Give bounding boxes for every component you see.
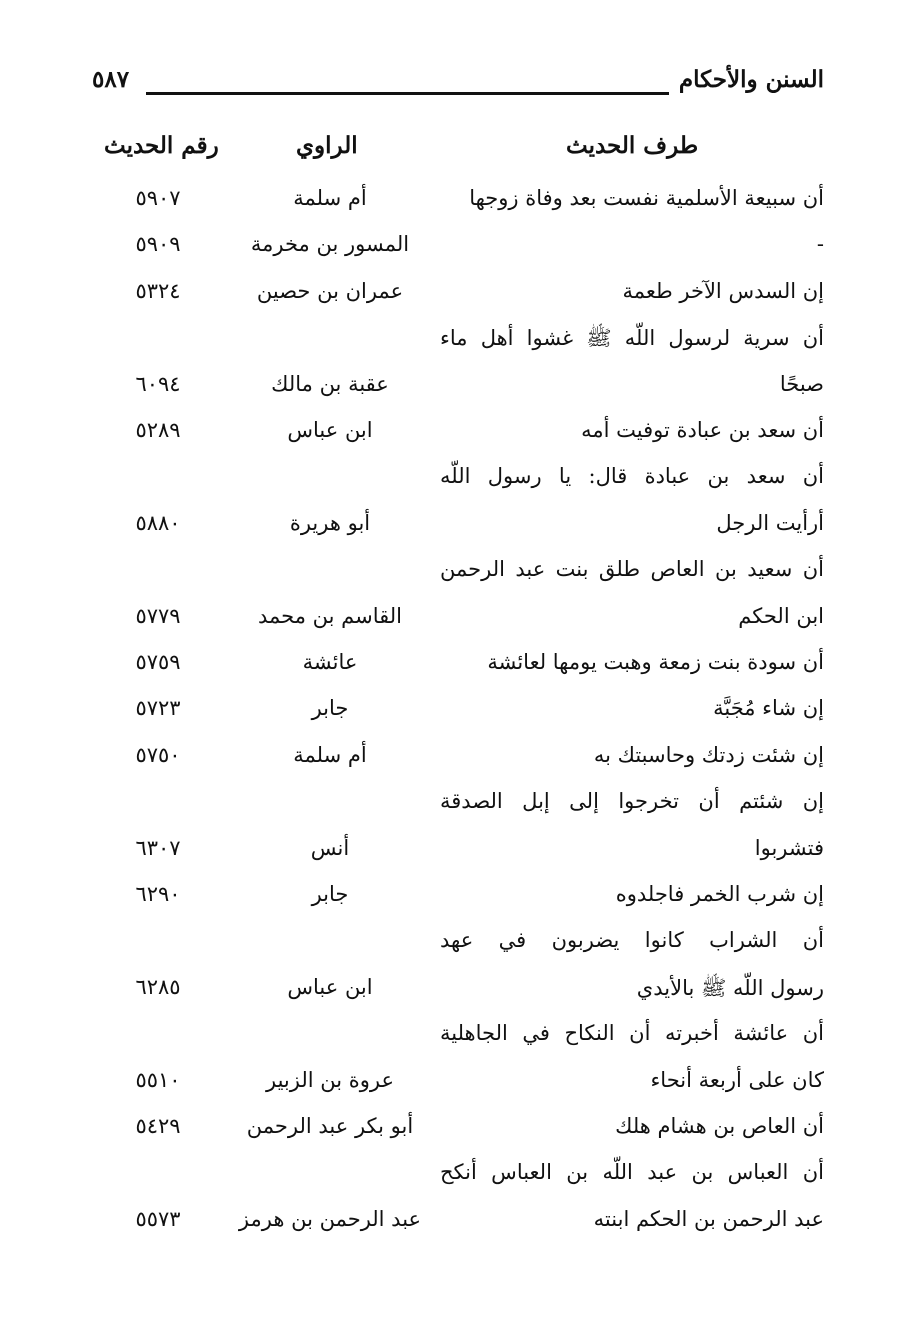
- hadith-text-line: إن شئت زدتك وحاسبتك به: [593, 742, 824, 767]
- hadith-text-line: أن العباس بن عبد اللّه بن العباس أنكح: [440, 1160, 824, 1185]
- narrator-cell: جابر: [311, 882, 349, 906]
- hadith-text-line: صبحًا: [779, 371, 824, 396]
- hadith-number-cell: ٦٣٠٧: [135, 835, 181, 860]
- hadith-number-cell: ٥٧٥٩: [135, 650, 181, 674]
- narrator-cell: عائشة: [302, 650, 358, 674]
- narrator-cell: عمران بن حصين: [256, 278, 404, 303]
- hadith-text-line: أرأيت الرجل: [716, 510, 824, 535]
- hadith-text-line: فتشربوا: [754, 835, 824, 860]
- hadith-text-line: رسول اللّه ﷺ بالأيدي: [636, 975, 824, 1000]
- hadith-number-cell: ٥٥١٠: [135, 1067, 181, 1092]
- hadith-text-line: أن سعد بن عبادة قال: يا رسول اللّه: [440, 464, 824, 489]
- hadith-number-cell: ٥٥٧٣: [135, 1206, 181, 1231]
- hadith-number-cell: ٥٢٨٩: [135, 418, 181, 442]
- hadith-number-cell: ٥٩٠٧: [135, 186, 181, 210]
- hadith-text-line: أن الشراب كانوا يضربون في عهد: [440, 928, 824, 953]
- hadith-number-cell: ٥٩٠٩: [135, 232, 181, 257]
- hadith-text-line: أن سبيعة الأسلمية نفست بعد وفاة زوجها: [469, 186, 824, 210]
- hadith-text-line: ابن الحكم: [738, 603, 824, 628]
- hadith-text-line: إن شئتم أن تخرجوا إلى إبل الصدقة: [440, 789, 824, 814]
- narrator-cell: أنس: [310, 835, 350, 860]
- hadith-text-line: أن عائشة أخبرته أن النكاح في الجاهلية: [440, 1021, 824, 1046]
- narrator-cell: جابر: [311, 696, 349, 721]
- hadith-text-line: إن السدس الآخر طعمة: [622, 278, 824, 303]
- hadith-number-cell: ٥٣٢٤: [135, 278, 181, 303]
- hadith-text-line: إن شرب الخمر فاجلدوه: [615, 882, 824, 906]
- column-header-narrator: الراوي: [296, 132, 358, 159]
- column-header-hadith-number: رقم الحديث: [104, 132, 219, 159]
- hadith-text-line: عبد الرحمن بن الحكم ابنته: [593, 1206, 824, 1231]
- hadith-number-cell: ٦٠٩٤: [135, 371, 181, 396]
- narrator-cell: المسور بن مخرمة: [250, 232, 410, 257]
- narrator-cell: أبو بكر عبد الرحمن: [246, 1114, 414, 1138]
- page-number: ٥٨٧: [92, 66, 130, 93]
- hadith-text-line: -: [816, 232, 824, 257]
- narrator-cell: عقبة بن مالك: [271, 371, 389, 396]
- narrator-cell: ابن عباس: [287, 974, 373, 999]
- hadith-number-cell: ٥٨٨٠: [135, 510, 181, 535]
- hadith-number-cell: ٥٤٢٩: [135, 1114, 181, 1138]
- narrator-cell: أم سلمة: [293, 742, 367, 767]
- book-title: السنن والأحكام: [678, 66, 824, 93]
- hadith-text-line: أن سعد بن عبادة توفيت أمه: [581, 418, 824, 442]
- running-header: [92, 66, 824, 110]
- hadith-number-cell: ٦٢٨٥: [135, 974, 181, 999]
- hadith-number-cell: ٥٧٧٩: [135, 603, 181, 628]
- hadith-text-line: كان على أربعة أنحاء: [650, 1067, 824, 1092]
- hadith-number-cell: ٥٧٥٠: [135, 742, 181, 767]
- narrator-cell: أبو هريرة: [289, 510, 371, 535]
- hadith-text-line: أن سعيد بن العاص طلق بنت عبد الرحمن: [440, 557, 824, 582]
- hadith-text-line: أن سرية لرسول اللّه ﷺ غشوا أهل ماء: [440, 326, 824, 351]
- column-header-hadith-text: طرف الحديث: [566, 132, 699, 159]
- hadith-number-cell: ٦٢٩٠: [135, 882, 181, 906]
- hadith-number-cell: ٥٧٢٣: [135, 696, 181, 721]
- narrator-cell: عبد الرحمن بن هرمز: [238, 1206, 422, 1231]
- narrator-cell: القاسم بن محمد: [258, 603, 402, 628]
- header-rule: [146, 92, 669, 95]
- narrator-cell: عروة بن الزبير: [265, 1067, 395, 1092]
- narrator-cell: ابن عباس: [287, 418, 373, 442]
- hadith-text-line: إن شاء مُجَبَّة: [713, 696, 824, 721]
- hadith-text-line: أن العاص بن هشام هلك: [615, 1114, 824, 1138]
- hadith-text-line: أن سودة بنت زمعة وهبت يومها لعائشة: [487, 650, 824, 674]
- narrator-cell: أم سلمة: [293, 186, 367, 210]
